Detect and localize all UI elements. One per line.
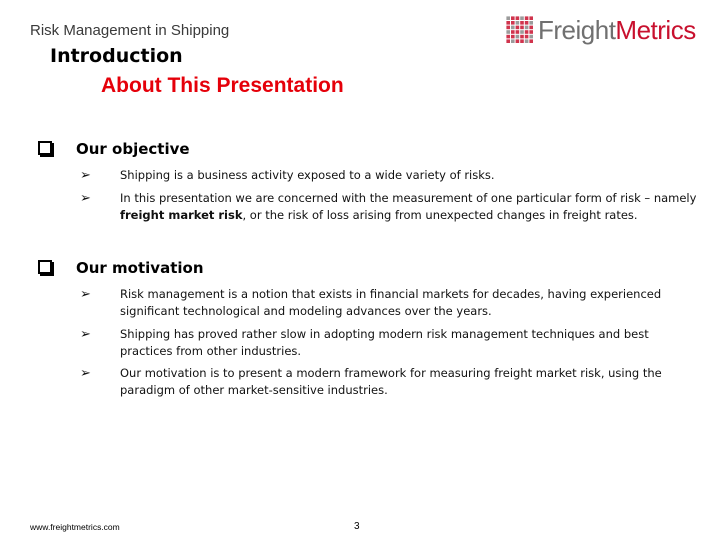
motivation-heading-text: Our motivation: [76, 259, 204, 277]
highlighted-term: freight market risk: [120, 208, 243, 222]
arrow-bullet-icon: ➢: [80, 327, 91, 342]
page-number: 3: [354, 521, 360, 532]
bullet-text: In this presentation we are concerned with the measurement of one particular form of risk – namely freight market risk, or the risk of loss arising from unexpected changes in freight rates.: [120, 191, 697, 222]
section-title: Introduction: [50, 45, 183, 67]
motivation-heading: [38, 259, 204, 277]
list-item: [80, 286, 700, 320]
arrow-bullet-icon: ➢: [80, 168, 91, 183]
bullet-text: Risk management is a notion that exists in financial markets for decades, having experienced significant technological and modeling advances over the years.: [120, 287, 662, 318]
presentation-topic: Risk Management in Shipping: [30, 22, 230, 39]
bullet-text: Shipping has proved rather slow in adopting modern risk management techniques and best practices from other industries.: [120, 327, 649, 358]
logo-grid-icon: [506, 16, 534, 44]
bullet-text: Shipping is a business activity exposed to a wide variety of risks.: [120, 168, 495, 182]
freightmetrics-logo: [506, 14, 696, 46]
checkbox-bullet-icon: [38, 260, 52, 274]
list-item: [80, 190, 700, 224]
objective-heading: [38, 140, 190, 158]
list-item: [80, 365, 700, 399]
arrow-bullet-icon: ➢: [80, 287, 91, 302]
logo-text-freight: Freight: [538, 15, 616, 45]
objective-heading-text: Our objective: [76, 140, 190, 158]
arrow-bullet-icon: ➢: [80, 191, 91, 206]
footer-url: www.freightmetrics.com: [30, 522, 120, 532]
logo-text-metrics: Metrics: [615, 15, 696, 45]
checkbox-bullet-icon: [38, 141, 52, 155]
list-item: [80, 167, 700, 184]
bullet-text: Our motivation is to present a modern framework for measuring freight market risk, using the paradigm of other market-sensitive industries.: [120, 366, 662, 397]
slide-title: About This Presentation: [101, 74, 344, 97]
arrow-bullet-icon: ➢: [80, 366, 91, 381]
list-item: [80, 326, 700, 360]
